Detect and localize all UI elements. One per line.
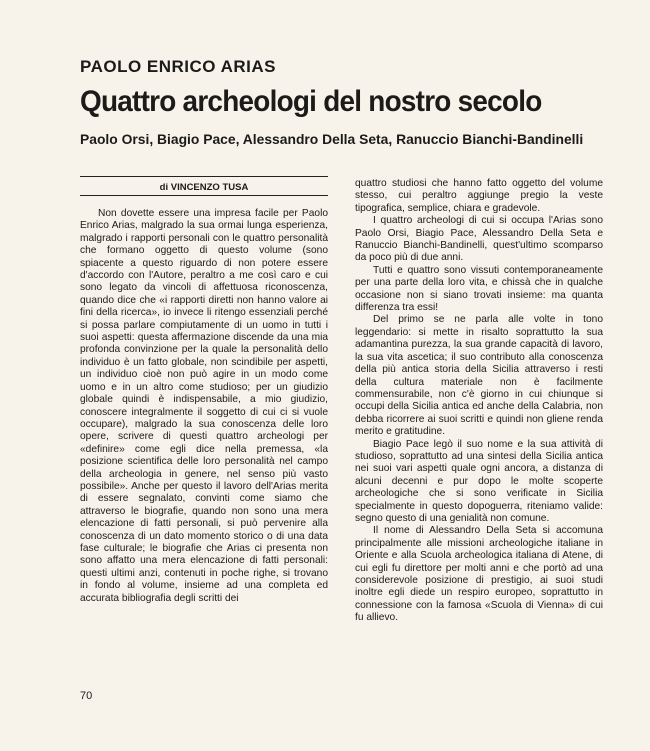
right-paragraph: quattro studiosi che hanno fatto oggetto del volume stesso, cui peraltro aggiunge pregio la veste tipografica, semplice, chiara e gradevole. xyxy=(355,178,603,214)
left-paragraph: Non dovette essere una impresa facile per Paolo Enrico Arias, malgrado la sua ormai lunga esperienza, malgrado i rapporti personali con le quattro personalità che formano oggetto di questo volume (sono spiacente a questo riguardo di non potere essere d'accordo con l'Autore, peraltro a me così caro e cui sono legato da vincoli di affettuosa riconoscenza, quando dice che «i rapporti diretti non hanno valore ai fini della ricerca», io invece li ritengo essenziali perché si possa parlare compiutamente di un uomo in tutti i suoi aspetti: questa affermazione discende da una mia profonda convinzione per la quale la personalità dello individuo è un fatto globale, non scindibile per aspetti, un individuo cioè non può agire in un modo come uomo e in un altro come studioso; per un giudizio globale quindi è indispensabile, a mio giudizio, conoscere integralmente il soggetto di cui ci si vuole occupare), malgrado la sua conoscenza delle loro opere, scrivere di questi quattro archeologi per «definire» come egli dice nella premessa, «la posizione scientifica delle loro personalità nel campo della archeologia in genere, nel senso più vasto possibile». Anche per questo il lavoro dell'Arias merita di essere segnalato, convinti come siamo che attraverso le biografie, quando non sono una mera elencazione di fatti personali, si può pervenire alla conoscenza di un dato momento storico o di una data fase culturale; le biografie che Arias ci presenta non sono affatto una mera elencazione di fatti personali: questi ultimi anzi, contenuti in poche righe, si trovano in fondo al volume, insieme ad una completa ed accurata bibliografia degli scritti dei xyxy=(80,208,328,604)
right-paragraph: I quattro archeologi di cui si occupa l'Arias sono Paolo Orsi, Biagio Pace, Alessandro Della Seta e Ranuccio Bianchi-Bandinelli, quest'ultimo scomparso da poco più di due anni. xyxy=(355,215,603,264)
article-subtitle: Paolo Orsi, Biagio Pace, Alessandro Della Seta, Ranuccio Bianchi-Bandinelli xyxy=(80,131,584,147)
author-heading: PAOLO ENRICO ARIAS xyxy=(80,57,277,76)
right-column xyxy=(355,178,603,625)
right-paragraph: Tutti e quattro sono vissuti contemporaneamente per una parte della loro vita, e chissà che in qualche occasione non si siano trovati insieme: ma quanta differenza tra essi! xyxy=(355,264,603,314)
page-number: 70 xyxy=(80,690,93,702)
right-paragraph: Il nome di Alessandro Della Seta si accomuna principalmente alle missioni archeologiche italiane in Oriente e alla Scuola archeologica italiana di Atene, di cui egli fu direttore per molti anni e che portò ad una considerevole posizione di prestigio, ai suoi studi inoltre egli diede un respiro europeo, soprattutto in connessione con la famosa «Scuola di Vienna» di cui fu allievo. xyxy=(355,525,603,624)
byline-box xyxy=(80,176,328,196)
right-paragraph: Del primo se ne parla alle volte in tono leggendario: si mette in risalto soprattutto la sua adamantina purezza, la sua grande capacità di lavoro, la sua vita ascetica; il suo contributo alla conoscenza della più antica storia della Sicilia attraverso i resti della cultura materiale non è facilmente commensurabile, non c'è giorno in cui chiunque si occupi della Sicilia antica ed anche della Calabria, non debba ricorrere ai suoi scritti e quindi non gliene renda merito e gratitudine. xyxy=(355,314,603,438)
article-title: Quattro archeologi del nostro secolo xyxy=(80,85,542,118)
right-paragraph: Biagio Pace legò il suo nome e la sua attività di studioso, soprattutto ad una sintesi della Sicilia antica nei suoi vari aspetti quale ogni ancora, a distanza di alcuni decenni e pur dopo le molte scoperte archeologiche che si sono verificate in Sicilia specialmente in questo dopoguerra, riteniamo valide: segno questo di una genialità non comune. xyxy=(355,438,603,524)
left-column xyxy=(80,208,328,605)
byline: di VINCENZO TUSA xyxy=(159,182,249,193)
